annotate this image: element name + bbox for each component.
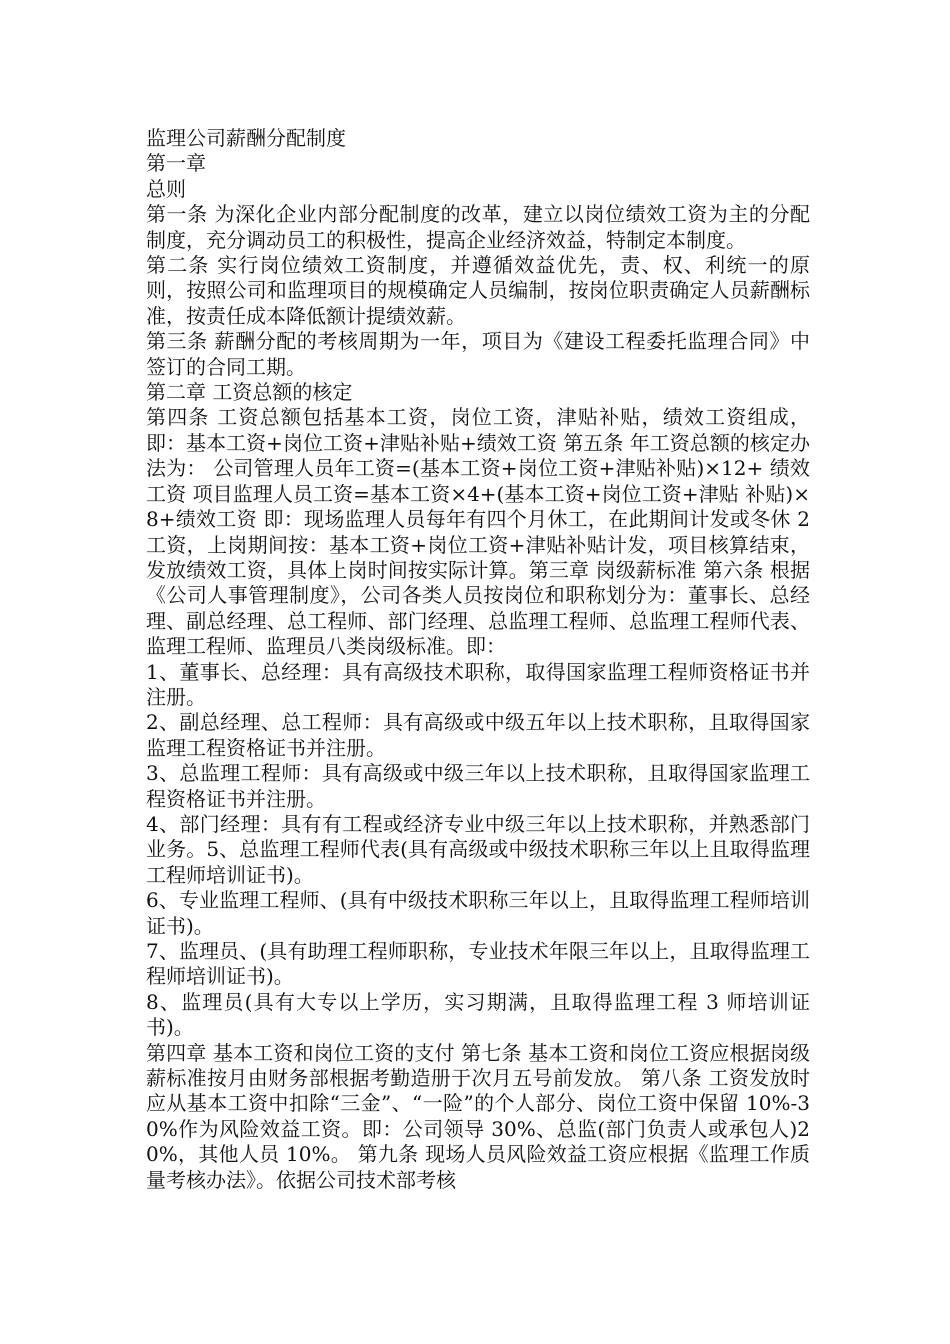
grade-item-3: 3、总监理工程师：具有高级或中级三年以上技术职称，且取得国家监理工程资格证书并注册。 [146, 761, 810, 811]
article-1: 第一条 为深化企业内部分配制度的改革，建立以岗位绩效工资为主的分配制度，充分调动员工的积极性，提高企业经济效益，特制定本制度。 [146, 202, 810, 252]
grade-item-7: 7、监理员、(具有助理工程师职称，专业技术年限三年以上，且取得监理工程师培训证书)。 [146, 939, 810, 989]
chapter-4-articles: 第四章 基本工资和岗位工资的支付 第七条 基本工资和岗位工资应根据岗级薪标准按月由财务部根据考勤造册于次月五号前发放。 第八条 工资发放时应从基本工资中扣除“三金”、“一险”的个人部分、岗位工资中保留 10%-30%作为风险效益工资。即：公司领导 30%、总监(部门负责人或承包人)20%，其他人员 10%。 第九条 现场人员风险效益工资应根据《监理工作质量考核办法》。依据公司技术部考核 [146, 1040, 810, 1192]
document-body [146, 126, 810, 1193]
grade-item-8: 8、监理员(具有大专以上学历，实习期满，且取得监理工程 3 师培训证书)。 [146, 989, 810, 1040]
chapter-2-heading: 第二章 工资总额的核定 [146, 380, 353, 405]
grade-item-1: 1、董事长、总经理：具有高级技术职称，取得国家监理工程师资格证书并注册。 [146, 659, 810, 709]
chapter-1-subheading: 总则 [146, 176, 186, 201]
article-3: 第三条 薪酬分配的考核周期为一年，项目为《建设工程委托监理合同》中签订的合同工期。 [146, 329, 810, 379]
article-2: 第二条 实行岗位绩效工资制度，并遵循效益优先，责、权、利统一的原则，按照公司和监理项目的规模确定人员编制，按岗位职责确定人员薪酬标准，按责任成本降低额计提绩效薪。 [146, 253, 810, 328]
grade-item-6: 6、专业监理工程师、(具有中级技术职称三年以上，且取得监理工程师培训证书)。 [146, 888, 810, 938]
chapter-1-heading: 第一章 [146, 151, 206, 176]
grade-item-4-5: 4、部门经理：具有有工程或经济专业中级三年以上技术职称，并熟悉部门业务。5、总监理工程师代表(具有高级或中级技术职称三年以上且取得监理工程师培训证书)。 [146, 811, 810, 887]
article-4-6: 第四条 工资总额包括基本工资，岗位工资，津贴补贴，绩效工资组成，即：基本工资+岗位工资+津贴补贴+绩效工资 第五条 年工资总额的核定办法为： 公司管理人员年工资=(基本工资+岗位工资+津贴补贴)×12+ 绩效工资 项目监理人员工资=基本工资×4+(基本工资+岗位工资+津贴 补贴)×8+绩效工资 即：现场监理人员每年有四个月休工，在此期间计发或冬休 2 工资，上岗期间按：基本工资+岗位工资+津贴补贴计发，项目核算结束，发放绩效工资，具体上岗时间按实际计算。第三章 岗级薪标准 第六条 根据《公司人事管理制度》，公司各类人员按岗位和职称划分为：董事长、总经理、副总经理、总工程师、部门经理、总监理工程师、总监理工程师代表、监理工程师、监理员八类岗级标准。即： [146, 405, 810, 659]
grade-item-2: 2、副总经理、总工程师：具有高级或中级五年以上技术职称，且取得国家监理工程资格证书并注册。 [146, 710, 810, 760]
document-title: 监理公司薪酬分配制度 [146, 126, 346, 150]
